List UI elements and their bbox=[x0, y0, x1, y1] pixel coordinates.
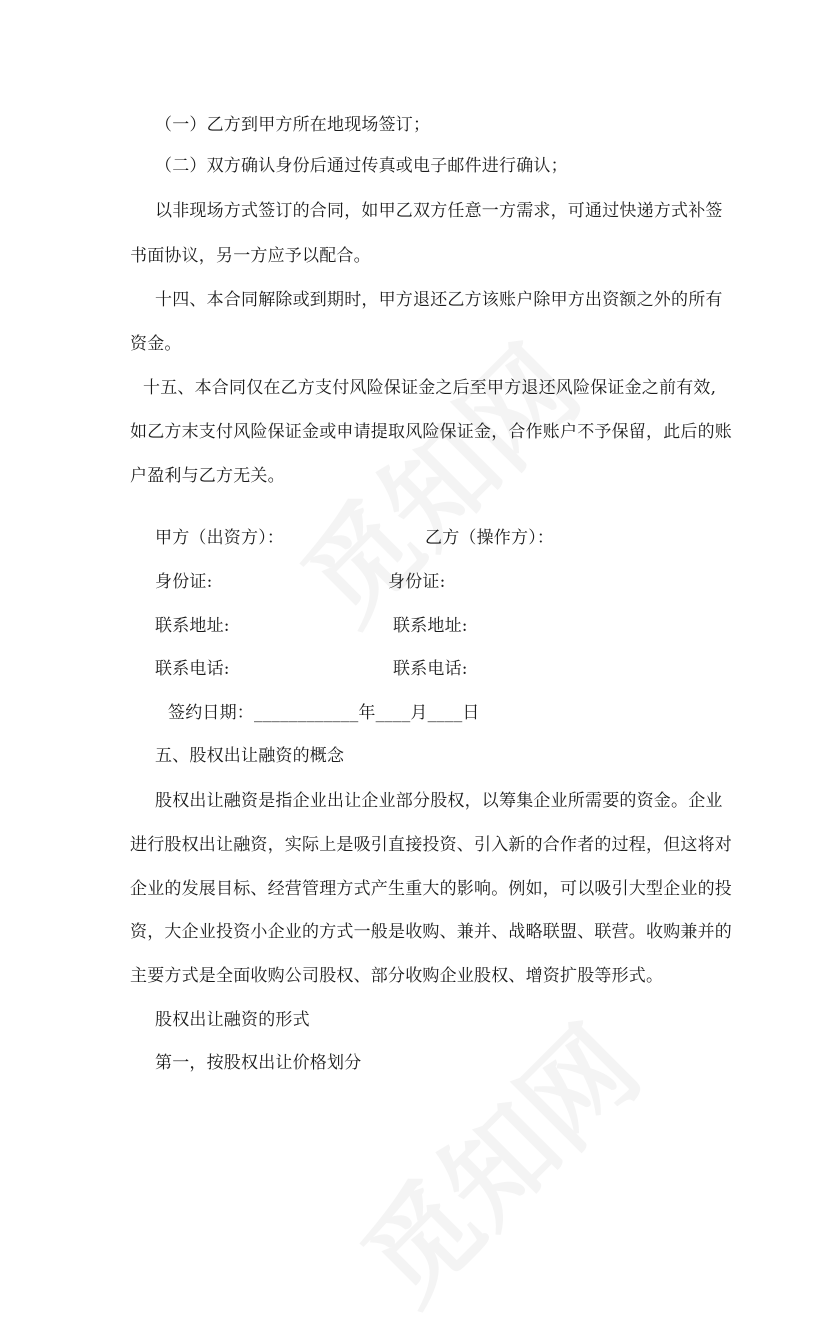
party-a-label: 甲方（出资方）： bbox=[155, 528, 285, 548]
section5-para-line-1: 股权出让融资是指企业出让企业部分股权，以筹集企业所需要的资金。企业 bbox=[155, 791, 723, 811]
clause-1: （一）乙方到甲方所在地现场签订； bbox=[155, 115, 431, 135]
phone-a-label: 联系电话: bbox=[155, 659, 230, 679]
section5-para-line-5: 主要方式是全面收购公司股权、部分收购企业股权、增资扩股等形式。 bbox=[130, 966, 664, 986]
forms-heading: 股权出让融资的形式 bbox=[155, 1010, 310, 1030]
party-b-label: 乙方（操作方）： bbox=[425, 528, 555, 548]
watermark bbox=[262, 306, 607, 651]
section5-para-line-2: 进行股权出让融资，实际上是吸引直接投资、引入新的合作者的过程，但这将对 bbox=[130, 835, 732, 855]
first-division-heading: 第一，按股权出让价格划分 bbox=[155, 1053, 362, 1073]
item14-line-1: 十四、本合同解除或到期时，甲方退还乙方该账户除甲方出资额之外的所有 bbox=[155, 290, 723, 310]
item15-line-3: 户盈利与乙方无关。 bbox=[130, 466, 285, 486]
section5-para-line-4: 资，大企业投资小企业的方式一般是收购、兼并、战略联盟、联营。收购兼并的 bbox=[130, 922, 732, 942]
item14-line-2: 资金。 bbox=[130, 334, 182, 354]
clause-2: （二）双方确认身份后通过传真或电子邮件进行确认； bbox=[155, 156, 568, 176]
signing-date: 签约日期：____________年____月____日 bbox=[168, 703, 480, 723]
id-a-label: 身份证: bbox=[155, 572, 213, 592]
nonsite-line-2: 书面协议，另一方应予以配合。 bbox=[130, 246, 371, 266]
address-a-label: 联系地址: bbox=[155, 616, 230, 636]
item15-line-2: 如乙方末支付风险保证金或申请提取风险保证金，合作账户不予保留，此后的账 bbox=[130, 422, 732, 442]
watermark bbox=[322, 986, 667, 1331]
id-b-label: 身份证: bbox=[388, 572, 446, 592]
section5-heading: 五、股权出让融资的概念 bbox=[155, 746, 345, 766]
nonsite-line-1: 以非现场方式签订的合同，如甲乙双方任意一方需求，可通过快递方式补签 bbox=[155, 201, 723, 221]
item15-line-1: 十五、本合同仅在乙方支付风险保证金之后至甲方退还风险保证金之前有效, bbox=[143, 378, 717, 398]
address-b-label: 联系地址: bbox=[393, 616, 468, 636]
section5-para-line-3: 企业的发展目标、经营管理方式产生重大的影响。例如，可以吸引大型企业的投 bbox=[130, 879, 732, 899]
phone-b-label: 联系电话: bbox=[393, 659, 468, 679]
